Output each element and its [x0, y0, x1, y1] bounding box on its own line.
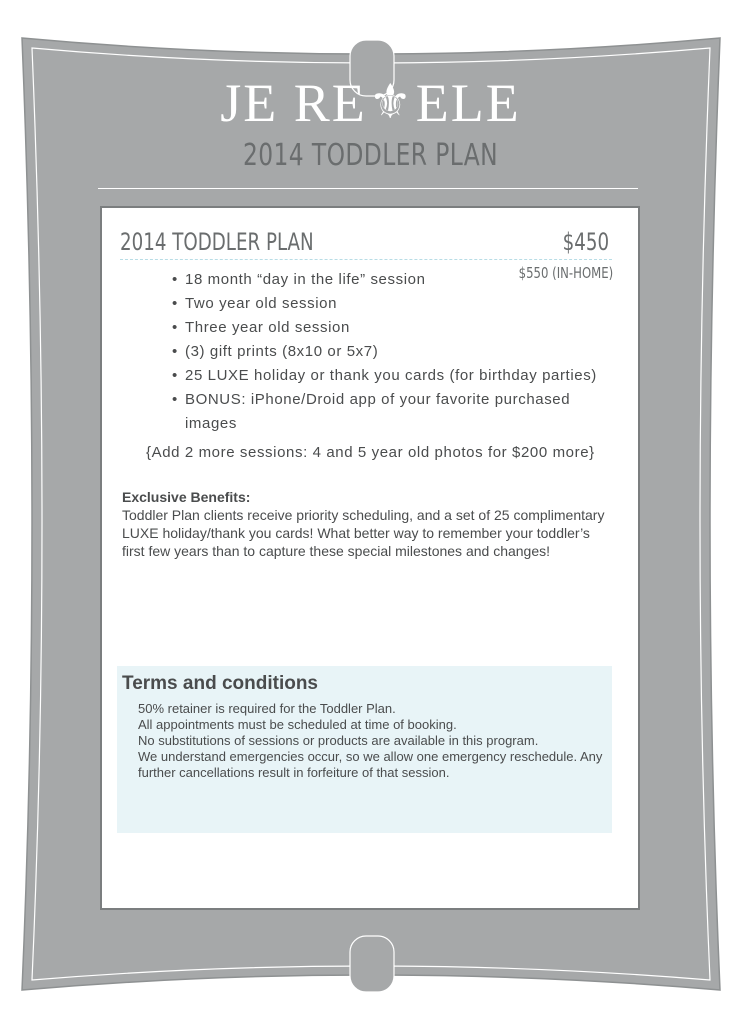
dashed-divider — [120, 259, 612, 260]
feature-item: • Three year old session — [172, 316, 612, 340]
benefits-title: Exclusive Benefits: — [122, 489, 251, 505]
benefits-text: Toddler Plan clients receive priority scheduling, and a set of 25 complimentary LUXE holiday/thank you cards! What better way to remember your toddler’s first few years than to capture these special milestones and changes! — [122, 507, 605, 559]
fleur-de-lis-icon: ⚜ — [368, 76, 414, 129]
plan-price-in-home: $550 (IN-HOME) — [518, 264, 613, 282]
plan-title: 2014 TODDLER PLAN — [120, 228, 314, 256]
brand-logo — [0, 70, 741, 136]
terms-line: 50% retainer is required for the Toddler Plan. — [138, 701, 396, 716]
feature-item: • Two year old session — [172, 292, 612, 316]
brand-name-left: JE RE — [220, 73, 367, 133]
feature-item: • (3) gift prints (8x10 or 5x7) — [172, 340, 612, 364]
terms-title: Terms and conditions — [122, 673, 319, 694]
feature-item: • BONUS: iPhone/Droid app of your favorite purchased images — [172, 388, 612, 436]
page-heading: 2014 TODDLER PLAN — [242, 138, 499, 173]
plan-price: $450 — [562, 228, 609, 256]
feature-item: • 25 LUXE holiday or thank you cards (for birthday parties) — [172, 364, 612, 388]
terms-list — [138, 701, 608, 781]
terms-line: We understand emergencies occur, so we allow one emergency reschedule. Any further cancellations result in forfeiture of that session. — [138, 749, 603, 780]
frame-bottom-tab — [350, 936, 394, 992]
addon-offer: {Add 2 more sessions: 4 and 5 year old photos for $200 more} — [146, 444, 595, 461]
brand-name-right: ELE — [415, 73, 521, 133]
heading-divider — [98, 188, 638, 189]
feature-item: • 18 month “day in the life” session — [172, 268, 612, 292]
terms-line: No substitutions of sessions or products are available in this program. — [138, 733, 539, 748]
feature-list — [172, 268, 612, 436]
terms-line: All appointments must be scheduled at time of booking. — [138, 717, 457, 732]
